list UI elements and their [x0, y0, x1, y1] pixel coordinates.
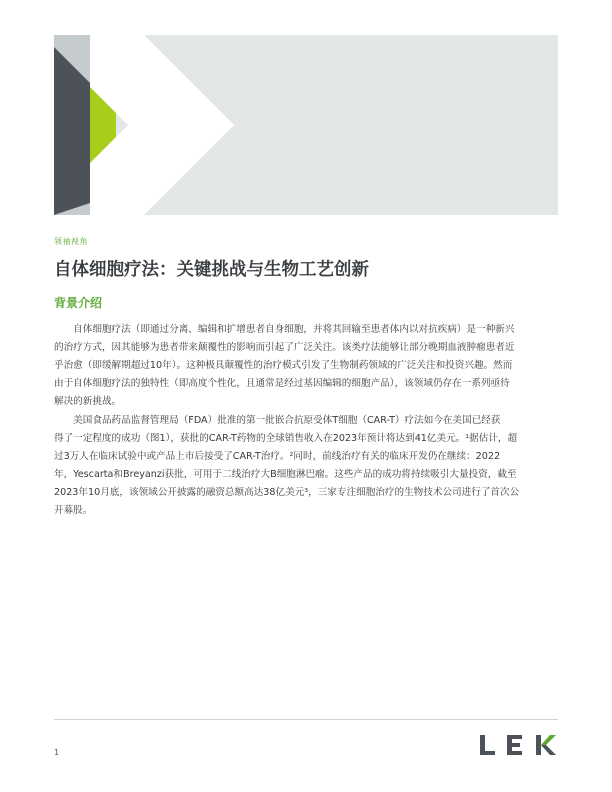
lek-logo	[478, 733, 558, 757]
paragraph-2	[54, 412, 558, 520]
paragraph-line: 2023年10月底，该领域公开披露的融资总额高达38亿美元³，三家专注细胞治疗的生物技术公司进行了首次公	[54, 487, 520, 498]
hero-graphic	[54, 35, 558, 215]
paragraph-line: 由于自体细胞疗法的独特性（即高度个性化，且通常是经过基因编辑的细胞产品），该领域仍存在一系列亟待	[54, 378, 510, 389]
paragraph-line: 美国食品药品监督管理局（FDA）批准的第一批嵌合抗原受体T细胞（CAR-T）疗法如今在美国已经获	[54, 415, 501, 426]
section-heading: 背景介绍	[54, 296, 103, 310]
paragraph-line: 年，Yescarta和Breyanzi获批，可用于二线治疗大B细胞淋巴瘤。这些产品的成功将持续吸引大量投资，截至	[54, 469, 517, 480]
paragraph-1	[54, 321, 558, 411]
paragraph-line: 开募股。	[54, 505, 93, 516]
paragraph-line: 自体细胞疗法（即通过分离、编辑和扩增患者自身细胞，并将其回输至患者体内以对抗疾病）是一种新兴	[54, 324, 515, 335]
paragraph-line: 的治疗方式，因其能够为患者带来颠覆性的影响而引起了广泛关注。该类疗法能够让部分晚期血液肿瘤患者近	[54, 342, 515, 353]
paragraph-line: 过3万人在临床试验中或产品上市后接受了CAR-T治疗。²同时，前线治疗有关的临床开发仍在继续：2022	[54, 451, 501, 462]
paragraph-line: 得了一定程度的成功（图1），获批的CAR-T药物的全球销售收入在2023年预计将达到41亿美元。¹据估计，超	[54, 433, 518, 444]
footer-divider	[54, 719, 558, 720]
paragraph-line: 乎治愈（即缓解期超过10年）。这种极具颠覆性的治疗模式引发了生物制药领域的广泛关注和投资兴趣。然而	[54, 360, 513, 371]
eyebrow-label: 领袖视角	[54, 237, 88, 246]
paragraph-line: 解决的新挑战。	[54, 396, 122, 407]
page-title: 自体细胞疗法：关键挑战与生物工艺创新	[54, 260, 369, 280]
page-number: 1	[54, 748, 60, 757]
